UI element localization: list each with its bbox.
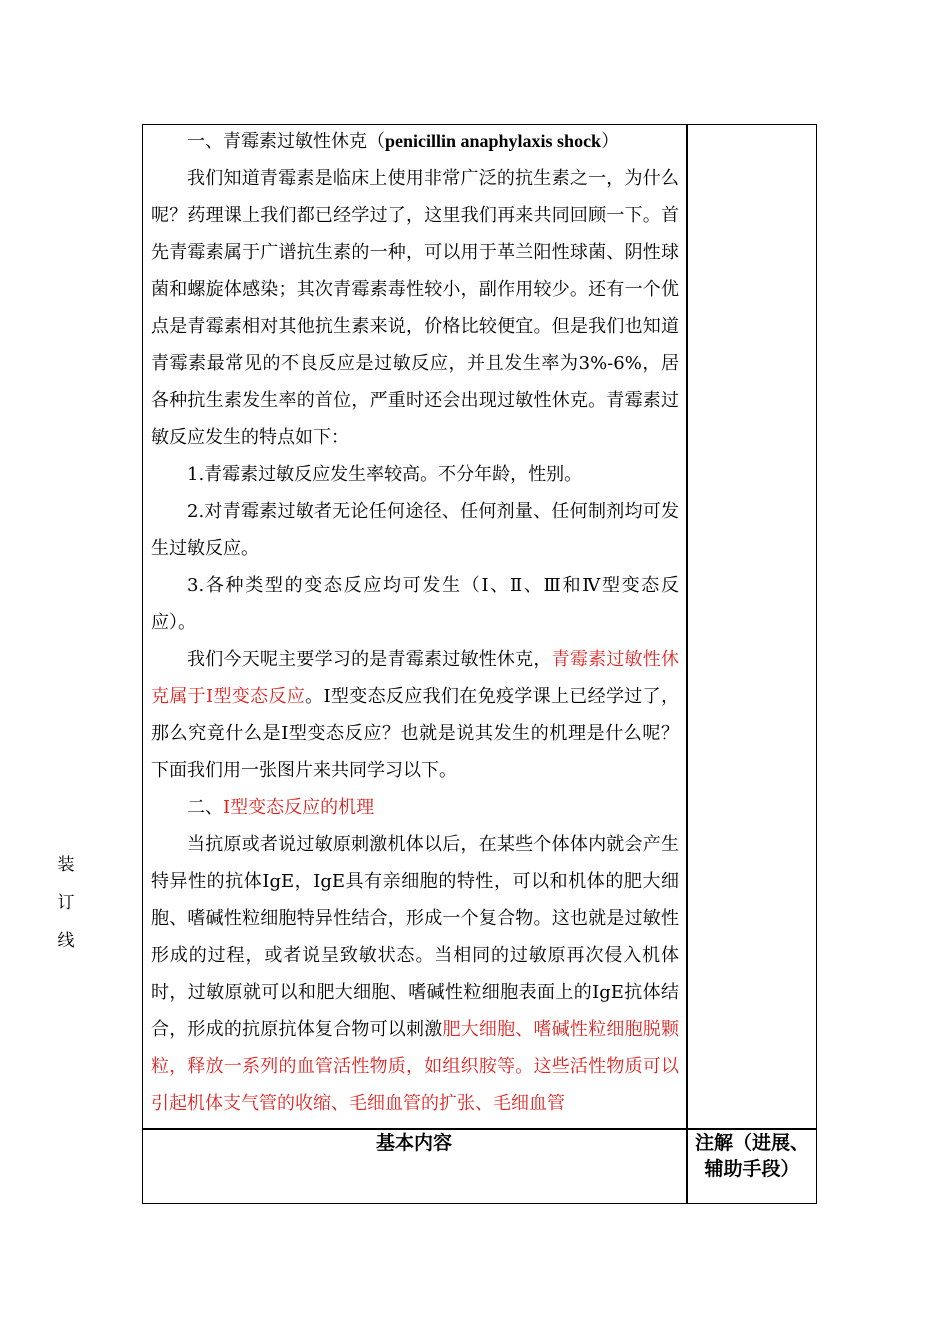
heading-highlight: Ⅰ型变态反应的机理 xyxy=(223,797,375,818)
heading-english-term: penicillin anaphylaxis shock xyxy=(385,131,602,151)
basic-content-header: 基本内容 xyxy=(375,1132,452,1154)
section-heading-1: 一、青霉素过敏性休克（penicillin anaphylaxis shock） xyxy=(187,131,620,152)
highlight-text: 青霉素过敏性休克属于Ⅰ型变态反应 xyxy=(151,649,680,707)
feature-point-1: 1.青霉素过敏反应发生率较高。不分年龄，性别。 xyxy=(187,464,583,485)
binding-char-3: 线 xyxy=(57,931,75,951)
highlight-text: 肥大细胞、嗜碱性粒细胞脱颗粒，释放一系列的血管活性物质，如组织胺等。这些活性物质可以引起机体支气管的收缩、毛细血管的扩张、毛细血管 xyxy=(151,1019,680,1114)
main-content-cell xyxy=(151,123,679,1122)
table-column-divider xyxy=(686,124,688,1204)
feature-point-3: 3.各种类型的变态反应均可发生（Ⅰ、Ⅱ、Ⅲ和Ⅳ型变态反应）。 xyxy=(151,575,679,633)
shock-paragraph: 我们今天呢主要学习的是青霉素过敏性休克，青霉素过敏性休克属于Ⅰ型变态反应。Ⅰ型变态反应我们在免疫学课上已经学过了，那么究竟什么是Ⅰ型变态反应？也就是说其发生的机理是什么呢？下面我们用一张图片来共同学习以下。 xyxy=(151,649,680,781)
binding-char-1: 装 xyxy=(57,855,75,875)
binding-char-2: 订 xyxy=(57,893,75,913)
mechanism-paragraph: 当抗原或者说过敏原刺激机体以后，在某些个体体内就会产生特异性的抗体IgE，IgE具有亲细胞的特性，可以和机体的肥大细胞、嗜碱性粒细胞特异性结合，形成一个复合物。这也就是过敏性形成的过程，或者说呈致敏状态。当相同的过敏原再次侵入机体时，过敏原就可以和肥大细胞、嗜碱性粒细胞表面上的IgE抗体结合，形成的抗原抗体复合物可以刺激肥大细胞、嗜碱性粒细胞脱颗粒，释放一系列的血管活性物质，如组织胺等。这些活性物质可以引起机体支气管的收缩、毛细血管的扩张、毛细血管 xyxy=(151,834,680,1114)
section-heading-2: 二、Ⅰ型变态反应的机理 xyxy=(187,797,375,818)
intro-paragraph: 我们知道青霉素是临床上使用非常广泛的抗生素之一，为什么呢？药理课上我们都已经学过了，这里我们再来共同回顾一下。首先青霉素属于广谱抗生素的一种，可以用于革兰阳性球菌、阴性球菌和螺旋体感染；其次青霉素毒性较小，副作用较少。还有一个优点是青霉素相对其他抗生素来说，价格比较便宜。但是我们也知道青霉素最常见的不良反应是过敏反应，并且发生率为3%-6%，居各种抗生素发生率的首位，严重时还会出现过敏性休克。青霉素过敏反应发生的特点如下： xyxy=(151,168,679,448)
notes-header: 注解（进展、辅助手段） xyxy=(694,1132,809,1180)
binding-margin-label xyxy=(56,846,76,960)
feature-point-2: 2.对青霉素过敏者无论任何途径、任何剂量、任何制剂均可发生过敏反应。 xyxy=(151,501,679,559)
